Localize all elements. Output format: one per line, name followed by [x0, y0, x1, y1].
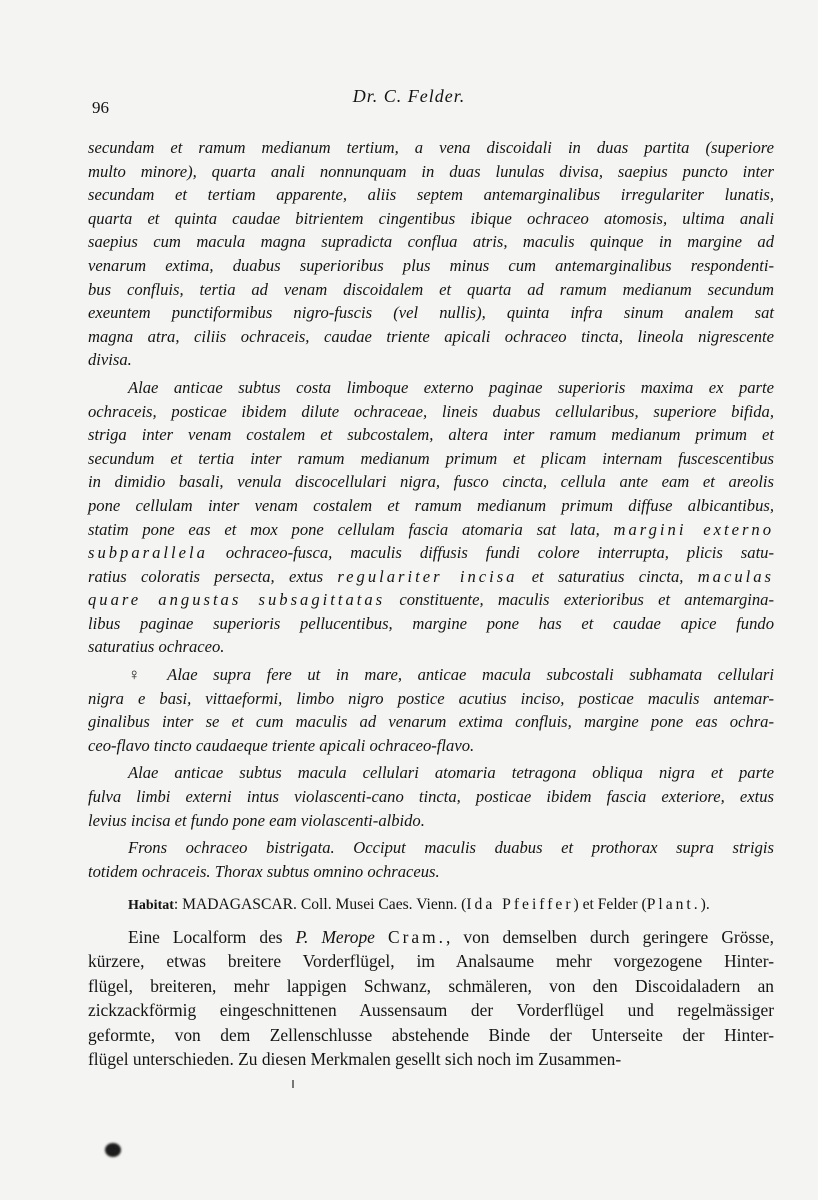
text-segment: Cram. [387, 927, 446, 947]
text-line [88, 183, 774, 207]
text-segment: Ida Pfeiffer [466, 896, 574, 914]
text-line [88, 325, 774, 349]
text-line [88, 663, 774, 687]
paragraph [88, 663, 774, 757]
text-line [88, 494, 774, 518]
text-segment: Plant. [646, 896, 701, 914]
text-segment: saepius cum macula magna supradicta conflua atris, maculis quinque in margine ad [88, 232, 774, 252]
text-line [88, 160, 774, 184]
text-segment: ochraceo-fusca, maculis diffusis fundi colore interrupta, plicis satu- [207, 543, 774, 563]
text-segment: regulariter incisa [337, 566, 518, 586]
text-segment: ) et Felder ( [573, 896, 647, 914]
text-segment: maculas [697, 566, 774, 586]
text-segment: Eine Localform des [128, 927, 296, 947]
text-segment: statim pone eas et mox pone cellulam fascia atomaria sat lata, [88, 519, 614, 539]
paragraph [88, 761, 774, 832]
text-line [88, 734, 774, 758]
text-segment: in dimidio basali, venula discocellulari nigra, fusco cincta, cellula ante eam et areolis [88, 472, 774, 492]
text-segment: flügel unterschieden. Zu diesen Merkmalen gesellt sich noch im Zusammen- [88, 1048, 622, 1069]
text-line [88, 254, 774, 278]
text-line [88, 230, 774, 254]
text-segment: zickzackförmig eingeschnittenen Aussensaum der Vorderflügel und regelmässiger [88, 1000, 774, 1021]
paragraph [88, 893, 774, 917]
text-line [88, 565, 774, 589]
text-segment: magna atra, ciliis ochraceis, caudae triente apicali ochraceo tincta, lineola nigrescente [88, 326, 774, 346]
paragraph [88, 376, 774, 659]
text-line [88, 518, 774, 542]
text-segment: margini externo [613, 519, 775, 539]
paragraph [88, 836, 774, 883]
text-line [88, 470, 774, 494]
text-segment: secundam et tertiam apparente, aliis septem antemarginalibus irregulariter lunatis, [88, 185, 774, 205]
text-segment: et saturatius cincta, [517, 566, 698, 586]
text-segment: venarum extima, duabus superioribus plus minus cum antemarginalibus respondenti- [88, 255, 774, 275]
text-segment: kürzere, etwas breitere Vorderflügel, im Analsaume mehr vorgezogene Hinter- [88, 951, 774, 972]
text-line [88, 998, 774, 1022]
text-line [88, 893, 774, 917]
text-segment: subparallela [88, 543, 208, 563]
text-segment: pone cellulam inter venam costalem et ramum medianum primum diffuse albicantibus, [88, 495, 774, 515]
text-segment: constituente, maculis exterioribus et antemargina- [385, 590, 775, 610]
text-line [88, 278, 774, 302]
text-segment: : MADAGASCAR. Coll. Musei Caes. Vienn. ( [173, 896, 467, 914]
text-segment: libus paginae superioris pellucentibus, margine pone has et caudae apice fundo [88, 613, 774, 633]
text-line [88, 423, 774, 447]
page-body [88, 136, 774, 1071]
text-line [88, 136, 774, 160]
text-segment: Frons ochraceo bistrigata. Occiput maculis duabus et prothorax supra strigis [128, 838, 774, 858]
text-segment: Habitat [128, 898, 174, 914]
text-line [88, 809, 774, 833]
text-line [88, 635, 774, 659]
text-line [88, 836, 774, 860]
text-line [88, 1023, 774, 1047]
text-line [88, 376, 774, 400]
text-line [88, 588, 774, 612]
running-head: Dr. C. Felder. [352, 86, 466, 106]
text-line [88, 687, 774, 711]
text-segment: saturatius ochraceo. [88, 637, 225, 657]
text-segment: secundum et tertia inter ramum medianum primum et plicam internam fuscescentibus [88, 448, 774, 468]
text-segment: exeuntem punctiformibus nigro-fuscis (vel nullis), quinta infra sinum analem sat [88, 303, 774, 323]
text-line [88, 925, 774, 949]
text-line [88, 541, 774, 565]
scan-speck [292, 1080, 294, 1088]
text-line [88, 348, 774, 372]
text-segment: secundam et ramum medianum tertium, a vena discoidali in duas partita (superiore [88, 138, 774, 157]
text-segment: Alae anticae subtus macula cellulari atomaria tetragona obliqua nigra et parte [128, 763, 774, 783]
text-segment: ginalibus inter se et cum maculis ad venarum extima confluis, margine pone eas ochra- [88, 712, 774, 732]
text-line [88, 949, 774, 973]
page-number: 96 [92, 98, 109, 117]
text-segment: ). [700, 896, 710, 914]
text-segment: multo minore), quarta anali nonnunquam in duas lunulas divisa, saepius puncto inter [88, 161, 774, 181]
text-segment: , von demselben durch geringere Grösse, [445, 927, 774, 947]
text-line [88, 612, 774, 636]
text-line [88, 785, 774, 809]
text-line [88, 1047, 774, 1071]
text-segment: fulva limbi externi intus violascenti-cano tincta, posticae ibidem fascia exteriore, extus [88, 787, 774, 807]
text-segment: ratius coloratis persecta, extus [88, 566, 338, 586]
text-segment: striga inter venam costalem et subcostalem, altera inter ramum medianum primum et [88, 425, 774, 445]
text-segment: quarta et quinta caudae bitrientem cingentibus ibique ochraceo atomosis, ultima anali [88, 208, 774, 228]
text-line [88, 400, 774, 424]
text-segment: ♀ Alae supra fere ut in mare, anticae macula subcostali subhamata cellulari [128, 665, 774, 685]
text-segment: quare angustas subsagittatas [88, 590, 386, 610]
text-segment: nigra e basi, vittaeformi, limbo nigro postice acutius inciso, posticae maculis antemar- [88, 688, 774, 708]
text-segment: Alae anticae subtus costa limboque externo paginae superioris maxima ex parte [128, 377, 774, 397]
text-segment: geformte, von dem Zellenschlusse abstehende Binde der Unterseite der Hinter- [88, 1024, 774, 1045]
text-segment: divisa. [88, 350, 132, 370]
text-segment [375, 927, 388, 947]
text-line [88, 207, 774, 231]
text-segment: ceo-flavo tincto caudaeque triente apicali ochraceo-flavo. [88, 735, 475, 755]
text-segment: P. Merope [295, 927, 375, 947]
text-segment: flügel, breiteren, mehr lappigen Schwanz, schmäleren, von den Discoidaladern an [88, 975, 774, 996]
paragraph [88, 925, 774, 1071]
paragraph [88, 136, 774, 372]
paragraph-gap [88, 917, 774, 921]
text-segment: totidem ochraceis. Thorax subtus omnino ochraceus. [88, 861, 440, 881]
text-segment: levius incisa et fundo pone eam violascenti-albido. [88, 810, 425, 830]
text-line [88, 974, 774, 998]
paragraph-gap [88, 883, 774, 887]
ink-blot [105, 1143, 121, 1157]
text-line [88, 710, 774, 734]
text-line [88, 301, 774, 325]
text-line [88, 860, 774, 884]
text-segment: bus confluis, tertia ad venam discoidalem et quarta ad ramum medianum secundum [88, 279, 774, 299]
text-line [88, 447, 774, 471]
text-segment: ochraceis, posticae ibidem dilute ochraceae, lineis duabus cellularibus, superiore bifida, [88, 401, 774, 421]
text-line [88, 761, 774, 785]
